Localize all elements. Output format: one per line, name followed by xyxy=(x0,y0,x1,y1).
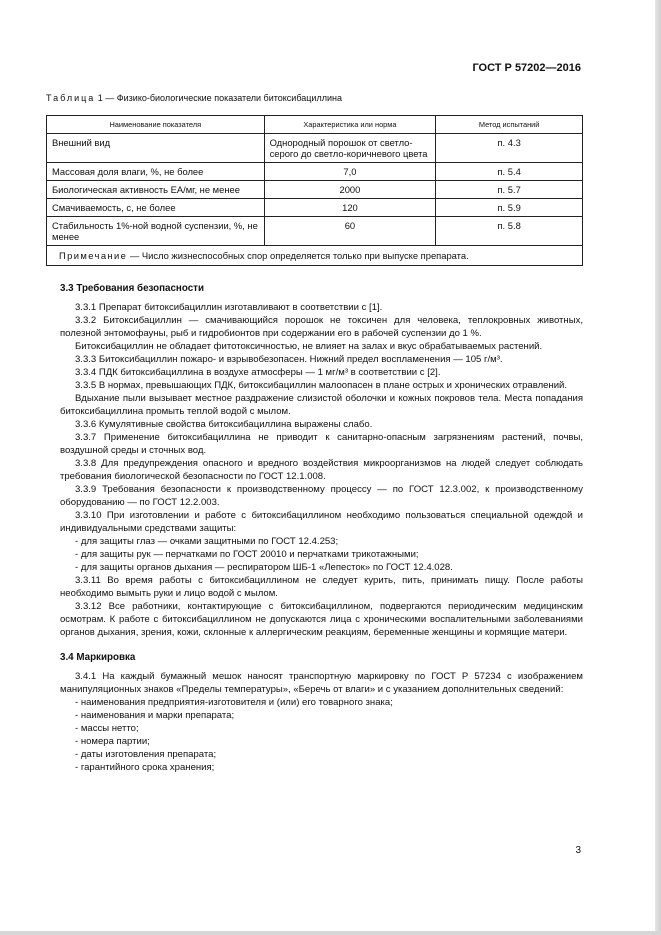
list-item: - наименования предприятия-изготовителя и (или) его товарного знака; xyxy=(75,697,393,708)
paragraph: 3.3.2 Битоксибациллин — смачивающийся порошок не токсичен для человека, теплокровных животных, полезной энтомофауны, рыб и гидробионтов при содержании его в рабочей суспензии до 1 %. xyxy=(60,315,583,339)
table-header-row xyxy=(47,116,583,134)
row-method: п. 5.9 xyxy=(436,199,583,217)
row-method: п. 5.7 xyxy=(436,181,583,199)
table-row xyxy=(47,181,583,199)
document-code: ГОСТ Р 57202—2016 xyxy=(472,62,581,74)
paragraph: 3.3.1 Препарат битоксибациллин изготавливают в соответствии с [1]. xyxy=(75,302,383,313)
paragraph: 3.4.1 На каждый бумажный мешок наносят транспортную маркировку по ГОСТ Р 57234 с изображением манипуляционных знаков «Пределы температуры», «Беречь от влаги» и с указанием дополнительных сведений: xyxy=(60,671,583,695)
row-method: п. 5.4 xyxy=(436,163,583,181)
header-norm: Характеристика или норма xyxy=(264,116,436,134)
paragraph: 3.3.11 Во время работы с битоксибациллином не следует курить, пить, принимать пищу. После работы необходимо вымыть руки и лицо водой с мылом. xyxy=(60,575,583,599)
table-row xyxy=(47,199,583,217)
paragraph: 3.3.12 Все работники, контактирующие с битоксибациллином, подвергаются периодическим медицинским осмотрам. К работе с битоксибациллином не допускаются лица с хроническими воспалительными заболеваниями органов дыхания, зрения, кожи, склонные к аллергическим реакциям, беременные женщины и кормящие матери. xyxy=(60,601,583,638)
list-item: - номера партии; xyxy=(75,736,150,747)
row-value: 7,0 xyxy=(264,163,436,181)
row-value: 120 xyxy=(264,199,436,217)
section-heading-marking: 3.4 Маркировка xyxy=(60,652,136,663)
table-note-row xyxy=(47,246,583,266)
note-label: Примечание xyxy=(59,250,128,261)
row-name: Биологическая активность ЕА/мг, не менее xyxy=(47,181,265,199)
paragraph: 3.3.8 Для предупреждения опасного и вредного воздействия микроорганизмов на людей следует соблюдать требования биологической безопасности по ГОСТ 12.1.008. xyxy=(60,458,583,482)
page-edge-shadow xyxy=(655,0,661,935)
body-text xyxy=(60,282,583,774)
paragraph: 3.3.10 При изготовлении и работе с битоксибациллином необходимо пользоваться специальной одеждой и индивидуальными средствами защиты: xyxy=(60,510,583,534)
row-name: Смачиваемость, с, не более xyxy=(47,199,265,217)
row-value: Однородный порошок от светло-серого до светло-коричневого цвета xyxy=(264,134,436,163)
row-name: Массовая доля влаги, %, не более xyxy=(47,163,265,181)
row-value: 60 xyxy=(264,217,436,246)
table-row xyxy=(47,163,583,181)
list-item: - для защиты органов дыхания — респиратором ШБ-1 «Лепесток» по ГОСТ 12.4.028. xyxy=(75,562,453,573)
section-heading-safety: 3.3 Требования безопасности xyxy=(60,283,204,294)
row-name: Внешний вид xyxy=(47,134,265,163)
table-caption xyxy=(46,93,342,103)
properties-table xyxy=(46,115,583,266)
list-item: - даты изготовления препарата; xyxy=(75,749,217,760)
list-item: - гарантийного срока хранения; xyxy=(75,762,215,773)
table-row xyxy=(47,217,583,246)
paragraph: 3.3.9 Требования безопасности к производственному процессу — по ГОСТ 12.3.002, к производственному оборудованию — по ГОСТ 12.2.003. xyxy=(60,484,583,508)
table-caption-word: Таблица xyxy=(46,93,96,103)
paragraph: 3.3.5 В нормах, превышающих ПДК, битоксибациллин малоопасен в плане острых и хронических отравлений. xyxy=(75,380,568,391)
table-caption-text: 1 — Физико-биологические показатели битоксибациллина xyxy=(95,93,342,103)
paragraph: 3.3.3 Битоксибациллин пожаро- и взрывобезопасен. Нижний предел воспламенения — 105 г/м³. xyxy=(75,354,503,365)
page-number: 3 xyxy=(575,845,581,856)
header-method: Метод испытаний xyxy=(436,116,583,134)
list-item: - массы нетто; xyxy=(75,723,139,734)
note-text: — Число жизнеспособных спор определяется только при выпуске препарата. xyxy=(127,250,469,261)
paragraph: Битоксибациллин не обладает фитотоксичностью, не влияет на залах и вкус обрабатываемых растений. xyxy=(75,341,543,352)
paragraph: 3.3.7 Применение битоксибациллина не приводит к санитарно-опасным загрязнениям растений, почвы, воздушной среды и сточных вод. xyxy=(60,432,583,456)
row-method: п. 5.8 xyxy=(436,217,583,246)
table-note xyxy=(47,246,583,266)
row-name: Стабильность 1%-ной водной суспензии, %, не менее xyxy=(47,217,265,246)
paragraph: 3.3.4 ПДК битоксибациллина в воздухе атмосферы — 1 мг/м³ в соответствии с [2]. xyxy=(75,367,441,378)
paragraph: Вдыхание пыли вызывает местное раздражение слизистой оболочки и кожных покровов тела. Места попадания битоксибациллина промыть теплой водой с мылом. xyxy=(60,393,583,417)
paragraph: 3.3.6 Кумулятивные свойства битоксибациллина выражены слабо. xyxy=(75,419,373,430)
row-value: 2000 xyxy=(264,181,436,199)
list-item: - наименования и марки препарата; xyxy=(75,710,235,721)
header-indicator: Наименование показателя xyxy=(47,116,265,134)
list-item: - для защиты глаз — очками защитными по ГОСТ 12.4.253; xyxy=(75,536,339,547)
page-edge-bottom xyxy=(0,931,661,935)
row-method: п. 4.3 xyxy=(436,134,583,163)
list-item: - для защиты рук — перчатками по ГОСТ 20010 и перчатками трикотажными; xyxy=(75,549,419,560)
table-row xyxy=(47,134,583,163)
